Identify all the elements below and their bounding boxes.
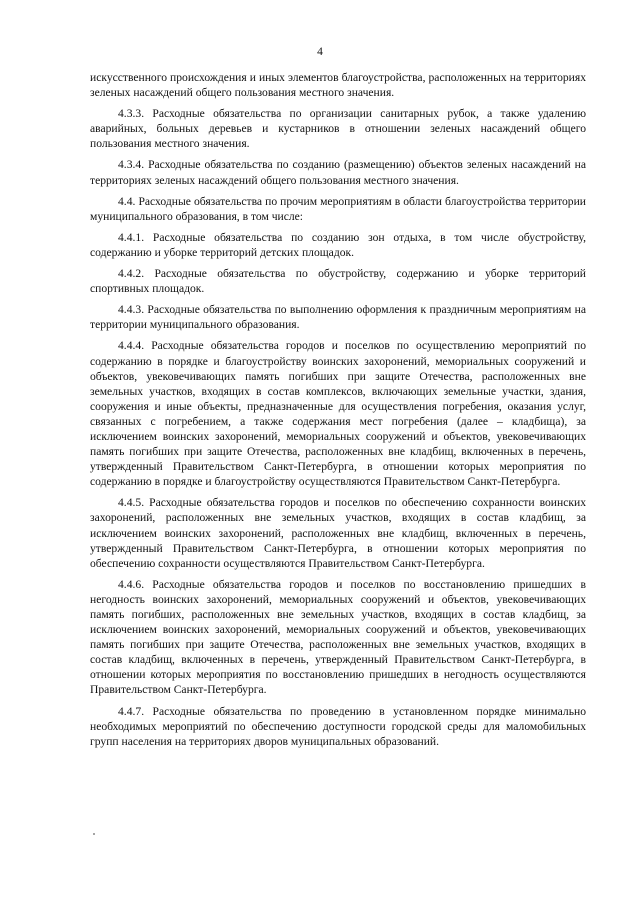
paragraph-4-4 [90, 194, 586, 224]
paragraph-4-4-1 [90, 230, 586, 260]
paragraph-number: 4.4.5. [118, 496, 145, 510]
paragraph-text: Расходные обязательства по прочим мероприятиям в области благоустройства территории муниципального образования, в том числе: [90, 194, 586, 223]
paragraph-number: 4.4.4. [118, 339, 145, 353]
paragraph-4-4-7 [90, 704, 586, 749]
paragraph-text: Расходные обязательства городов и поселков по восстановлению пришедших в негодность воинских захоронений, мемориальных сооружений и объектов, увековечивающих память погибших, расположенных вне земельных участков, входящих в состав кладбищ, за исключением воинских захоронений, мемориальных сооружений и объектов, увековечивающих память погибших при защите Отечества, расположенных вне земельных участков, входящих в состав кладбищ, включенных в перечень, утвержденный Правительством Санкт-Петербурга, в отношении которых мероприятия по восстановлению пришедших в негодность осуществляются Правительством Санкт-Петербурга. [90, 577, 586, 697]
paragraph-text: Расходные обязательства по созданию (размещению) объектов зеленых насаждений на территориях зеленых насаждений общего пользования местного значения. [90, 158, 587, 187]
paragraph-number: 4.4.2. [118, 267, 145, 281]
paragraph-number: 4.4.6. [118, 577, 145, 591]
paragraph-4-4-6 [90, 577, 586, 698]
paragraph-number: 4.3.3. [118, 107, 145, 121]
scan-speck [93, 833, 95, 835]
paragraph-4-3-3 [90, 106, 586, 151]
paragraph-text: Расходные обязательства городов и поселков по обеспечению сохранности воинских захоронений, расположенных вне земельных участков, входящих в состав кладбищ, за исключением воинских захоронений, расположенных вне кладбищ, включенных в перечень, утвержденный Правительством Санкт-Петербурга, в отношении которых мероприятия по обеспечению сохранности осуществляются Правительством Санкт-Петербурга. [90, 496, 586, 570]
page-number: 4 [317, 46, 323, 58]
paragraph-number: 4.4.1. [118, 230, 145, 244]
paragraph-4-4-5 [90, 495, 586, 570]
paragraph-text: Расходные обязательства по созданию зон отдыха, в том числе обустройству, содержанию и уборке территорий детских площадок. [90, 230, 586, 259]
paragraph-number: 4.4.7. [118, 704, 145, 718]
paragraph-text: Расходные обязательства по организации санитарных рубок, а также удалению аварийных, больных деревьев и кустарников в отношении зеленых насаждений общего пользования местного значения. [90, 107, 587, 151]
document-body [90, 70, 586, 755]
paragraph-4-4-4 [90, 338, 586, 489]
paragraph-text: искусственного происхождения и иных элементов благоустройства, расположенных на территориях зеленых насаждений общего пользования местного значения. [90, 71, 586, 100]
paragraph-4-4-2 [90, 266, 586, 296]
paragraph-4-3-4 [90, 157, 586, 187]
paragraph-4-4-3 [90, 302, 586, 332]
paragraph-number: 4.4. [118, 194, 136, 208]
paragraph-number: 4.4.3. [118, 303, 145, 317]
paragraph-text: Расходные обязательства городов и поселков по осуществлению мероприятий по содержанию в порядке и благоустройству воинских захоронений, мемориальных сооружений и объектов, увековечивающих память погибших при защите Отечества, расположенных вне земельных участков, входящих в состав комплексов, включающих земельные участки, здания, сооружения и иные объекты, предназначенные для осуществления погребения, оказания услуг, связанных с погребением, а также содержания мест погребения (далее – кладбища), за исключением воинских захоронений, мемориальных сооружений и объектов, увековечивающих память погибших при защите Отечества, расположенных вне кладбищ, включенных в перечень, утвержденный Правительством Санкт-Петербурга, в отношении которых мероприятия по содержанию в порядке и благоустройству осуществляются Правительством Санкт-Петербурга. [90, 339, 586, 489]
paragraph-number: 4.3.4. [118, 158, 145, 172]
paragraph-text: Расходные обязательства по проведению в установленном порядке минимально необходимых мероприятий по обеспечению доступности городской среды для маломобильных групп населения на территориях дворов муниципальных образований. [90, 704, 586, 748]
paragraph-text: Расходные обязательства по выполнению оформления к праздничным мероприятиям на территории муниципального образования. [90, 303, 586, 332]
paragraph-text: Расходные обязательства по обустройству, содержанию и уборке территорий спортивных площадок. [90, 267, 586, 296]
paragraph-continuation [90, 70, 586, 100]
